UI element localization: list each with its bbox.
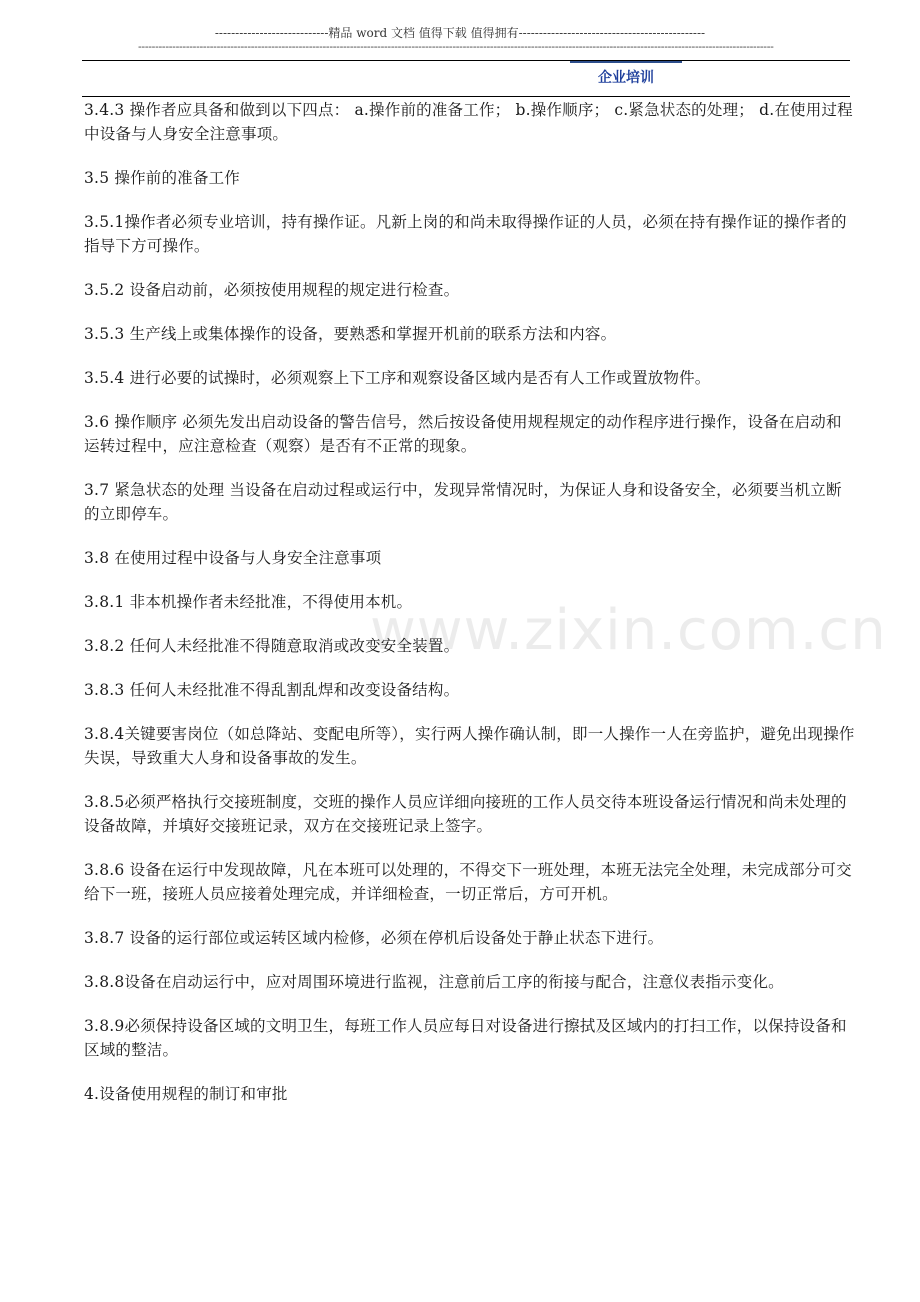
paragraph: 3.4.3 操作者应具备和做到以下四点： a.操作前的准备工作； b.操作顺序； c.紧急状态的处理； d.在使用过程中设备与人身安全注意事项。 — [84, 101, 853, 143]
section-heading: 4.设备使用规程的制订和审批 — [84, 1085, 288, 1103]
header-banner: ----------------------------精品 word 文档 值得下载 值得拥有---------------------------------------------- — [214, 26, 706, 40]
paragraph: 3.6 操作顺序 必须先发出启动设备的警告信号，然后按设备使用规程规定的动作程序进行操作，设备在启动和运转过程中，应注意检查（观察）是否有不正常的现象。 — [84, 413, 842, 455]
section-heading: 3.5 操作前的准备工作 — [84, 169, 240, 187]
paragraph: 3.8.1 非本机操作者未经批准，不得使用本机。 — [84, 593, 413, 611]
paragraph: 3.5.2 设备启动前，必须按使用规程的规定进行检查。 — [84, 281, 460, 299]
paragraph: 3.8.8设备在启动运行中，应对周围环境进行监视，注意前后工序的衔接与配合，注意仪表指示变化。 — [84, 973, 784, 991]
section-heading: 3.8 在使用过程中设备与人身安全注意事项 — [84, 549, 382, 567]
paragraph: 3.8.5必须严格执行交接班制度，交班的操作人员应详细向接班的工作人员交待本班设备运行情况和尚未处理的设备故障，并填好交接班记录，双方在交接班记录上签字。 — [84, 793, 847, 835]
paragraph: 3.5.3 生产线上或集体操作的设备，要熟悉和掌握开机前的联系方法和内容。 — [84, 325, 617, 343]
header-rule-bottom — [82, 96, 850, 97]
header-tab-label: 企业培训 — [570, 61, 682, 95]
paragraph: 3.8.6 设备在运行中发现故障，凡在本班可以处理的，不得交下一班处理，本班无法完全处理，未完成部分可交给下一班，接班人员应接着处理完成，并详细检查，一切正常后，方可开机。 — [84, 861, 852, 903]
header-dash-line: ------------------------------------------------------------------------------------------------------------------------------------------------------------------------------------------ — [138, 40, 774, 53]
paragraph: 3.8.9必须保持设备区域的文明卫生，每班工作人员应每日对设备进行擦拭及区域内的打扫工作，以保持设备和区域的整洁。 — [84, 1017, 847, 1059]
paragraph: 3.8.4关键要害岗位（如总降站、变配电所等），实行两人操作确认制，即一人操作一人在旁监护，避免出现操作失误，导致重大人身和设备事故的发生。 — [84, 725, 855, 767]
paragraph: 3.8.2 任何人未经批准不得随意取消或改变安全装置。 — [84, 637, 460, 655]
paragraph: 3.8.3 任何人未经批准不得乱割乱焊和改变设备结构。 — [84, 681, 460, 699]
watermark-text: www.zixin.com.cn — [370, 598, 887, 663]
paragraph: 3.5.1操作者必须专业培训，持有操作证。凡新上岗的和尚未取得操作证的人员，必须在持有操作证的操作者的指导下方可操作。 — [84, 213, 847, 255]
paragraph: 3.7 紧急状态的处理 当设备在启动过程或运行中，发现异常情况时，为保证人身和设备安全，必须要当机立断的立即停车。 — [84, 481, 842, 523]
paragraph: 3.5.4 进行必要的试操时，必须观察上下工序和观察设备区域内是否有人工作或置放物件。 — [84, 369, 711, 387]
paragraph: 3.8.7 设备的运行部位或运转区域内检修，必须在停机后设备处于静止状态下进行。 — [84, 929, 664, 947]
header-rule-top — [82, 60, 850, 61]
document-body — [84, 98, 856, 1126]
